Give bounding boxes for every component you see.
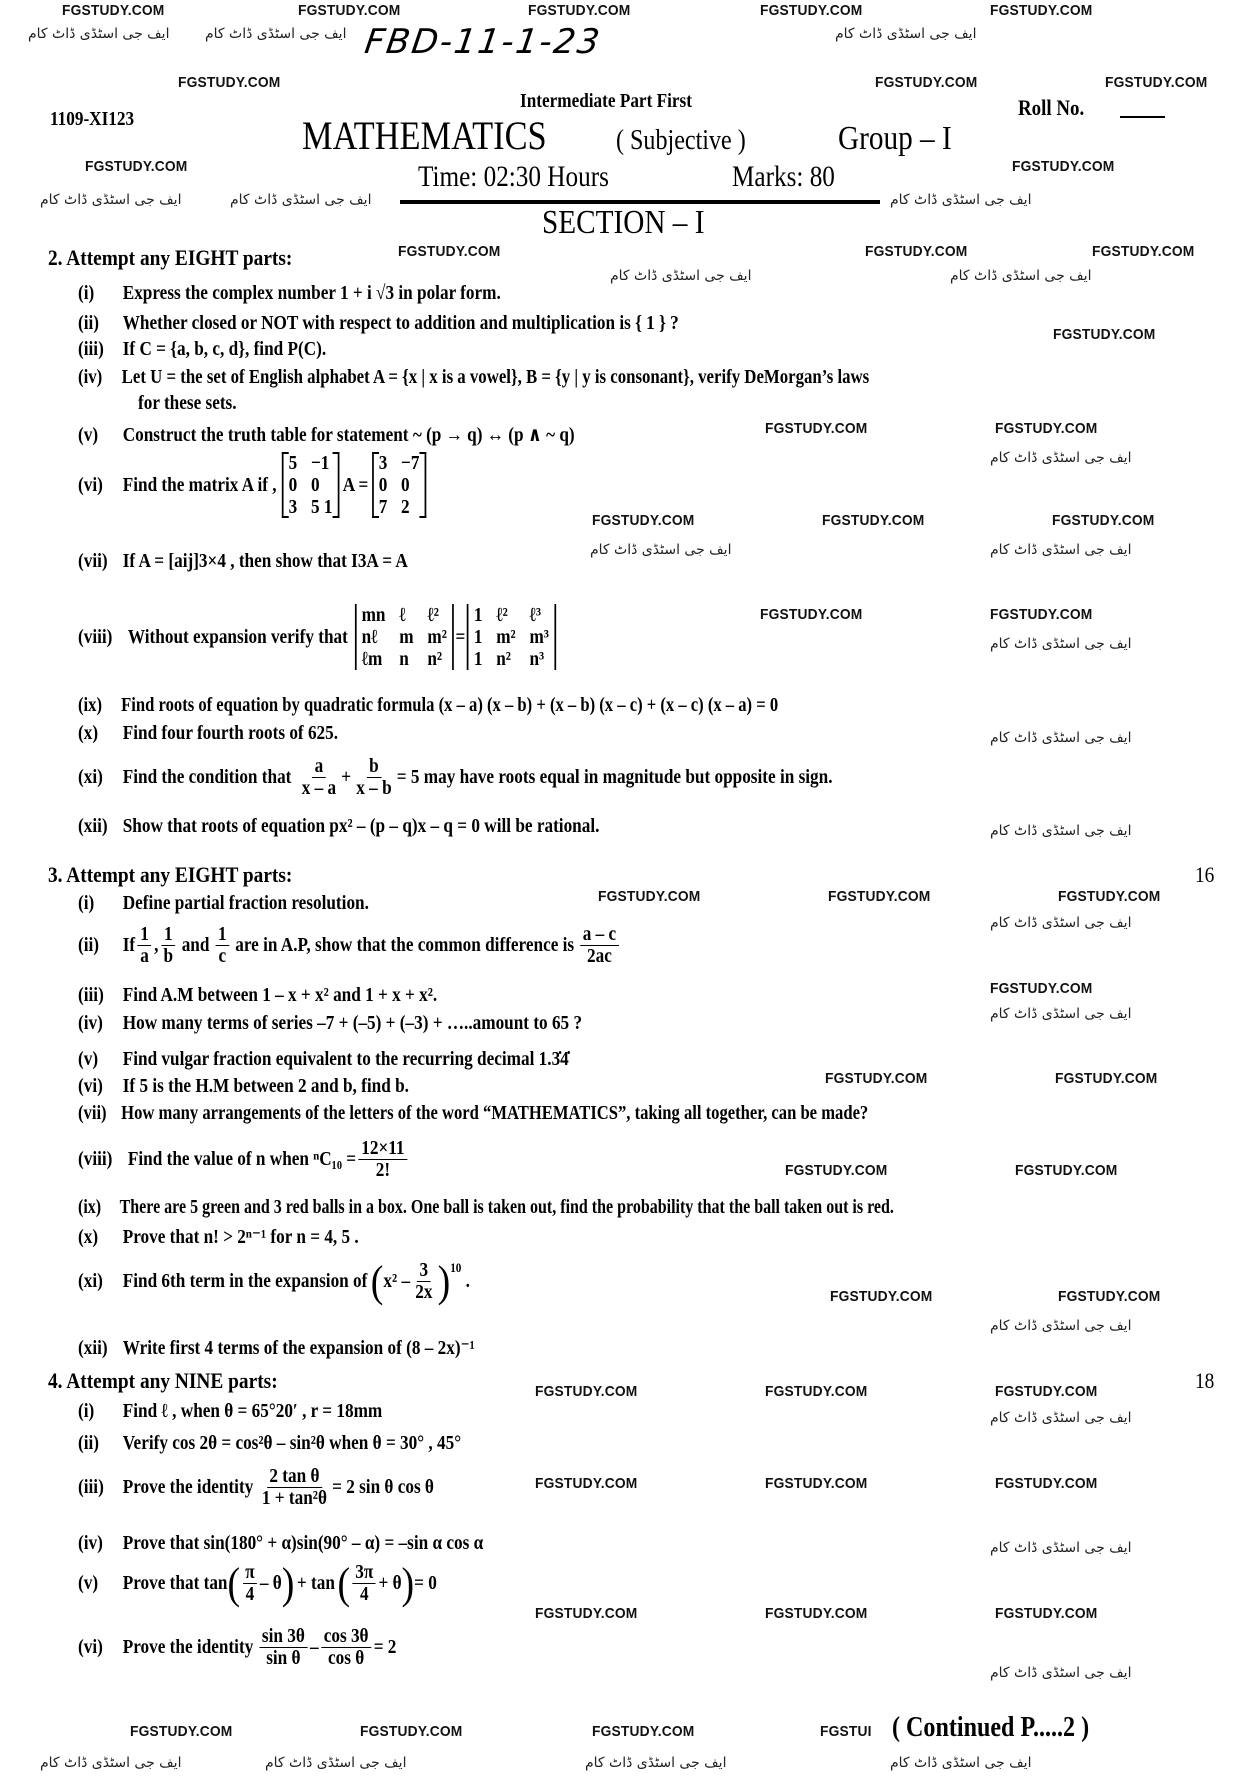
question-part: (i) Find ℓ , when θ = 65°20′ , r = 18mm [78, 1400, 383, 1422]
watermark: FGSTUDY.COM [535, 1475, 638, 1492]
fraction: $\frac{b}{x - b}$ [356, 755, 392, 799]
question-part: (vi) Find the matrix A if , 5 −1 0 0 3 5 1 A = 3 −7 0 0 7 2 [78, 452, 425, 518]
watermark-urdu: ایف جی اسٹڈی ڈاٹ کام [990, 1665, 1132, 1681]
watermark: FGSTUI [820, 1723, 872, 1740]
watermark-urdu: ایف جی اسٹڈی ڈاٹ کام [890, 192, 1032, 208]
fraction: $\frac{\text{2 tan θ}}{\text{1 + tan²θ}}$ [261, 1465, 327, 1509]
watermark: FGSTUDY.COM [1012, 158, 1115, 175]
watermark-urdu: ایف جی اسٹڈی ڈاٹ کام [890, 1755, 1032, 1771]
watermark: FGSTUDY.COM [360, 1723, 463, 1740]
question-part: (vi) Prove the identity $\frac{\sin 3\theta}{\text{sin θ}}$ – $\frac{\cos 3\theta}{\text{cos θ}}$ = 2 [78, 1625, 397, 1669]
watermark: FGSTUDY.COM [995, 1475, 1098, 1492]
watermark: FGSTUDY.COM [865, 243, 968, 260]
watermark: FGSTUDY.COM [765, 1383, 868, 1400]
fraction: $\frac{\sin 3\theta}{\text{sin θ}}$ [259, 1626, 307, 1669]
level-label: Intermediate Part First [520, 90, 692, 112]
paper-id: 1109-XI123 [50, 108, 135, 130]
watermark: FGSTUDY.COM [298, 2, 401, 19]
question-part: (iii) If C = {a, b, c, d}, find P(C). [78, 338, 327, 360]
watermark-urdu: ایف جی اسٹڈی ڈاٹ کام [40, 1755, 182, 1771]
fraction: $\frac{\pi}{4}$ [243, 1562, 258, 1605]
question-part: (viii) Without expansion verify that mn ℓ ℓ² nℓ m m² ℓm n n² = 1 ℓ² ℓ³ 1 m² m³ 1 n² n³ [78, 604, 556, 670]
watermark: FGSTUDY.COM [398, 243, 501, 260]
question-marks: 16 [1195, 862, 1215, 887]
watermark: FGSTUDY.COM [62, 2, 165, 19]
watermark: FGSTUDY.COM [592, 512, 695, 529]
watermark: FGSTUDY.COM [875, 74, 978, 91]
question-part: (iv) Prove that sin(180° + α)sin(90° – α) = –sin α cos α [78, 1532, 484, 1554]
question-part: (viii) Find the value of n when ⁿC₁₀ = $\frac{12\times 11}{2!}$ [78, 1138, 410, 1181]
watermark: FGSTUDY.COM [1015, 1162, 1118, 1179]
question-part: (xi) Find 6th term in the expansion of ( x² – $\frac{3}{2x}$ ) $^{10}$ . [78, 1256, 470, 1306]
question-part: (xi) Find the condition that $\frac{a}{x - a}$ + $\frac{b}{x - b}$ = 5 may have roots equal in magnitude but opposite in sign. [78, 755, 833, 799]
watermark: FGSTUDY.COM [535, 1383, 638, 1400]
fraction: $\frac{12\times 11}{2!}$ [359, 1138, 407, 1181]
question-part: (xii) Write first 4 terms of the expansion of (8 – 2x)⁻¹ [78, 1337, 475, 1359]
paper-code-handwritten: FBD-11-1-23 [362, 22, 604, 62]
watermark: FGSTUDY.COM [592, 1723, 695, 1740]
watermark-urdu: ایف جی اسٹڈی ڈاٹ کام [990, 823, 1132, 839]
watermark: FGSTUDY.COM [1055, 1070, 1158, 1087]
watermark-urdu: ایف جی اسٹڈی ڈاٹ کام [610, 268, 752, 284]
watermark: FGSTUDY.COM [1058, 1288, 1161, 1305]
roll-no-field[interactable] [1120, 116, 1165, 118]
watermark-urdu: ایف جی اسٹڈی ڈاٹ کام [265, 1755, 407, 1771]
question-marks: 18 [1195, 1368, 1215, 1393]
question-part: (vii) If A = [aij]3×4 , then show that I3A = A [78, 550, 408, 572]
watermark: FGSTUDY.COM [1052, 512, 1155, 529]
watermark-urdu: ایف جی اسٹڈی ڈاٹ کام [585, 1755, 727, 1771]
question-part: (vii) How many arrangements of the letters of the word “MATHEMATICS”, taking all together, can be made? [78, 1102, 869, 1124]
watermark: FGSTUDY.COM [765, 1605, 868, 1622]
watermark-urdu: ایف جی اسٹڈی ڈاٹ کام [990, 1318, 1132, 1334]
question-part: (xii) Show that roots of equation px² – (p – q)x – q = 0 will be rational. [78, 815, 600, 837]
watermark: FGSTUDY.COM [995, 1383, 1098, 1400]
watermark-urdu: ایف جی اسٹڈی ڈاٹ کام [28, 26, 170, 42]
determinant-left: mn ℓ ℓ² nℓ m m² ℓm n n² [355, 604, 454, 670]
question-part: (v) Construct the truth table for statement ~ (p → q) ↔ (p ∧ ~ q) [78, 424, 575, 446]
continued-label: ( Continued P.....2 ) [892, 1712, 1090, 1743]
watermark: FGSTUDY.COM [990, 2, 1093, 19]
watermark-urdu: ایف جی اسٹڈی ڈاٹ کام [990, 1410, 1132, 1426]
watermark: FGSTUDY.COM [825, 1070, 928, 1087]
question-part: (ix) There are 5 green and 3 red balls in a box. One ball is taken out, find the probability that the ball taken out is red. [78, 1196, 894, 1218]
question-part: (x) Prove that n! > 2ⁿ⁻¹ for n = 4, 5 . [78, 1226, 359, 1248]
fraction: $\frac{\cos 3\theta}{\text{cos θ}}$ [321, 1626, 371, 1669]
question-part: (ix) Find roots of equation by quadratic formula (x – a) (x – b) + (x – b) (x – c) + (x – c) (x – a) = 0 [78, 694, 779, 716]
question-part: (v) Find vulgar fraction equivalent to the recurring decimal 1.3̇4̇ [78, 1048, 569, 1070]
watermark-urdu: ایف جی اسٹڈی ڈاٹ کام [990, 1006, 1132, 1022]
watermark: FGSTUDY.COM [760, 606, 863, 623]
question-part: (iv) How many terms of series –7 + (–5) + (–3) + …..amount to 65 ? [78, 1012, 583, 1034]
question-part: (x) Find four fourth roots of 625. [78, 722, 339, 744]
watermark-urdu: ایف جی اسٹڈی ڈاٹ کام [590, 542, 732, 558]
subject-title: MATHEMATICS [302, 113, 547, 158]
watermark: FGSTUDY.COM [822, 512, 925, 529]
watermark-urdu: ایف جی اسٹڈی ڈاٹ کام [990, 1540, 1132, 1556]
watermark: FGSTUDY.COM [995, 420, 1098, 437]
watermark: FGSTUDY.COM [785, 1162, 888, 1179]
watermark: FGSTUDY.COM [535, 1605, 638, 1622]
watermark: FGSTUDY.COM [760, 2, 863, 19]
watermark: FGSTUDY.COM [990, 606, 1093, 623]
question-part: (iii) Prove the identity $\frac{\text{2 tan θ}}{\text{1 + tan²θ}}$ = 2 sin θ cos θ [78, 1465, 434, 1509]
group-label: Group – I [838, 120, 952, 157]
question-part: (i) Define partial fraction resolution. [78, 892, 369, 914]
watermark-urdu: ایف جی اسٹڈی ڈاٹ کام [950, 268, 1092, 284]
watermark: FGSTUDY.COM [598, 888, 701, 905]
fraction: $\frac{3}{2x}$ [415, 1259, 433, 1303]
watermark: FGSTUDY.COM [830, 1288, 933, 1305]
fraction: $\frac{a}{x - a}$ [301, 755, 337, 799]
watermark-urdu: ایف جی اسٹڈی ڈاٹ کام [990, 542, 1132, 558]
watermark-urdu: ایف جی اسٹڈی ڈاٹ کام [990, 450, 1132, 466]
question-heading: 4. Attempt any NINE parts: [48, 1368, 278, 1393]
watermark: FGSTUDY.COM [1105, 74, 1208, 91]
matrix-left: 5 −1 0 0 3 5 1 [283, 452, 337, 518]
watermark: FGSTUDY.COM [765, 420, 868, 437]
marks-label: Marks: 80 [732, 160, 835, 193]
fraction: $\frac{3\pi}{4}$ [353, 1562, 376, 1605]
watermark: FGSTUDY.COM [130, 1723, 233, 1740]
fraction: $\frac{a - c}{2ac}$ [580, 924, 619, 967]
watermark: FGSTUDY.COM [528, 2, 631, 19]
roll-no-label: Roll No. [1018, 95, 1085, 120]
question-part: (v) Prove that tan ( $\frac{\pi}{4}$ – θ ) + tan ( $\frac{3\pi}{4}$ + θ ) = 0 [78, 1558, 437, 1608]
watermark: FGSTUDY.COM [990, 980, 1093, 997]
question-heading: 3. Attempt any EIGHT parts: [48, 862, 293, 887]
time-label: Time: 02:30 Hours [418, 160, 609, 193]
watermark-urdu: ایف جی اسٹڈی ڈاٹ کام [205, 26, 347, 42]
watermark: FGSTUDY.COM [828, 888, 931, 905]
watermark-urdu: ایف جی اسٹڈی ڈاٹ کام [230, 192, 372, 208]
question-part: (iii) Find A.M between 1 – x + x² and 1 + x + x². [78, 984, 438, 1006]
watermark: FGSTUDY.COM [178, 74, 281, 91]
question-part: (vi) If 5 is the H.M between 2 and b, find b. [78, 1075, 409, 1097]
matrix-right: 3 −7 0 0 7 2 [374, 452, 425, 518]
watermark-urdu: ایف جی اسٹڈی ڈاٹ کام [990, 915, 1132, 931]
question-part: (ii) Verify cos 2θ = cos²θ – sin²θ when θ = 30° , 45° [78, 1432, 462, 1454]
watermark: FGSTUDY.COM [765, 1475, 868, 1492]
determinant-right: 1 ℓ² ℓ³ 1 m² m³ 1 n² n³ [467, 604, 556, 670]
question-part: (iv) Let U = the set of English alphabet A = {x | x is a vowel}, B = {y | y is consonant}, verify DeMorgan’s laws [78, 366, 870, 388]
question-part: (ii) Whether closed or NOT with respect to addition and multiplication is { 1 } ? [78, 312, 679, 334]
watermark: FGSTUDY.COM [85, 158, 188, 175]
watermark-urdu: ایف جی اسٹڈی ڈاٹ کام [40, 192, 182, 208]
watermark: FGSTUDY.COM [1053, 326, 1156, 343]
watermark-urdu: ایف جی اسٹڈی ڈاٹ کام [990, 636, 1132, 652]
question-part: (ii) If $\frac{1}{a}$ , $\frac{1}{b}$ and $\frac{1}{c}$ are in A.P, show that the common difference is $\frac{a - c}{2ac}$ [78, 924, 621, 967]
question-heading: 2. Attempt any EIGHT parts: [48, 245, 293, 270]
question-part-continued: for these sets. [138, 392, 237, 414]
watermark-urdu: ایف جی اسٹڈی ڈاٹ کام [990, 730, 1132, 746]
watermark: FGSTUDY.COM [995, 1605, 1098, 1622]
section-title: SECTION – I [542, 204, 705, 241]
question-part: (i) Express the complex number 1 + i √3 in polar form. [78, 282, 501, 304]
watermark-urdu: ایف جی اسٹڈی ڈاٹ کام [835, 26, 977, 42]
watermark: FGSTUDY.COM [1058, 888, 1161, 905]
paper-type: ( Subjective ) [616, 125, 746, 156]
watermark: FGSTUDY.COM [1092, 243, 1195, 260]
